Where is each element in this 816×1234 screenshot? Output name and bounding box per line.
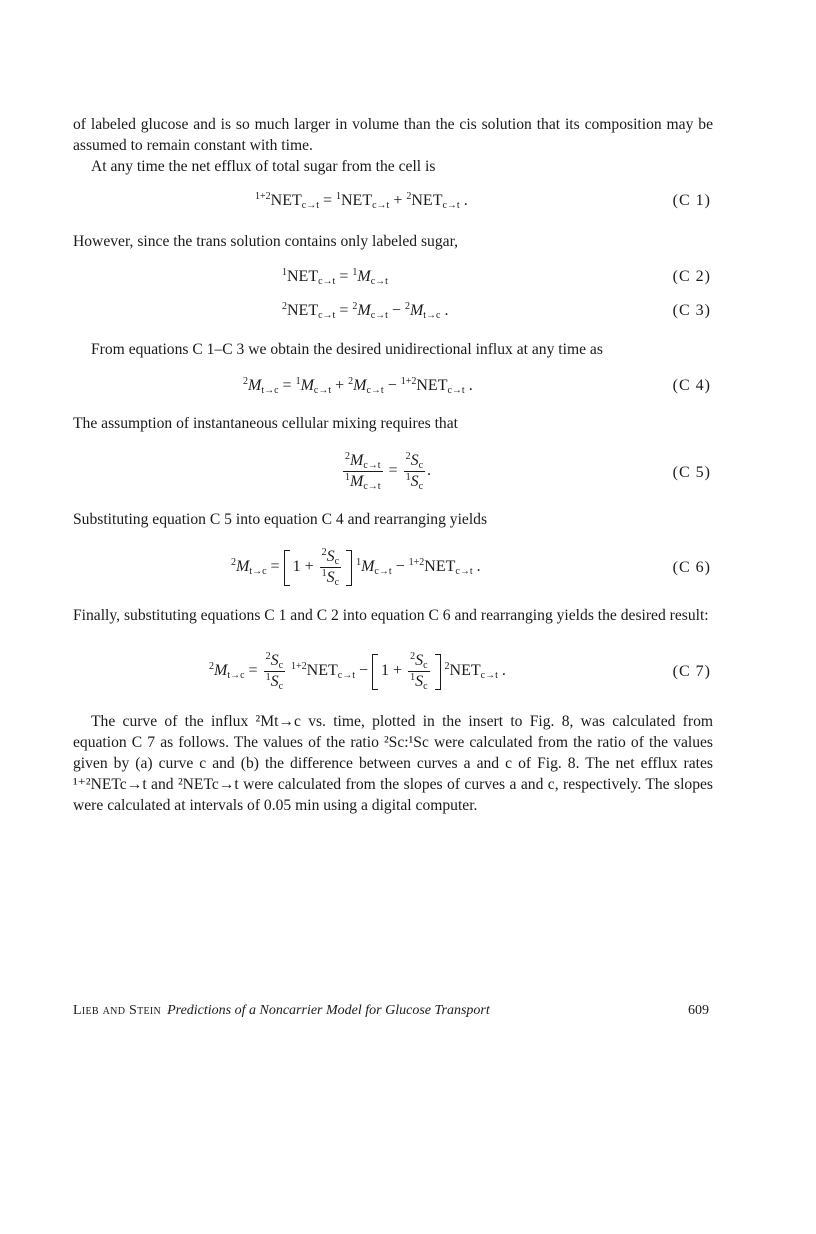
equation-c5-body: $\frac{^2M_{c\to t}}{^1M_{c\to t}}$ = $\frac{^2S_c}{^1S_c}$ . bbox=[345, 451, 432, 492]
equation-c2-body: $^1NET_{c\to t} = ^1M_{c\to t}$ bbox=[282, 267, 388, 287]
equation-c4-number: (C 4) bbox=[672, 377, 711, 394]
page-number: 609 bbox=[688, 1003, 709, 1018]
equation-c1-number: (C 1) bbox=[672, 192, 711, 209]
equation-c6-number: (C 6) bbox=[672, 559, 711, 576]
equation-c1-body: $^{1+2}NET_{c\to t} = ^1NET_{c\to t} + ^2NET_{c\to t}$ . bbox=[255, 191, 468, 211]
paragraph-continuation: of labeled glucose and is so much larger in volume than the cis solution that its composition may be assumed to remain constant with time. bbox=[73, 116, 713, 154]
equation-c5-number: (C 5) bbox=[672, 464, 711, 481]
equation-c3 bbox=[73, 300, 713, 340]
equation-c6 bbox=[73, 546, 713, 596]
equation-c7-number: (C 7) bbox=[672, 663, 711, 680]
equation-c3-body: $^2NET_{c\to t} = ^2M_{c\to t} - ^2M_{t\to c}$ . bbox=[282, 301, 449, 321]
paragraph-mixing-assumption: The assumption of instantaneous cellular mixing requires that bbox=[73, 415, 458, 432]
equation-c2-number: (C 2) bbox=[672, 268, 711, 285]
equation-c4-body: $^2M_{t\to c} = ^1M_{c\to t} + ^2M_{c\to t} - ^{1+2}NET_{c\to t}$ . bbox=[243, 376, 473, 396]
equation-c5 bbox=[73, 448, 713, 500]
equation-c3-number: (C 3) bbox=[672, 302, 711, 319]
paragraph-unidirectional-influx: From equations C 1–C 3 we obtain the desired unidirectional influx at any time as bbox=[91, 341, 603, 358]
footer-title: Predictions of a Noncarrier Model for Glucose Transport bbox=[167, 1003, 490, 1018]
footer-authors: Lieb and Stein bbox=[73, 1003, 162, 1018]
paragraph-influx-curve: The curve of the influx ²Mt→c vs. time, plotted in the insert to Fig. 8, was calculated from equation C 7 as follows. The values of the ratio ²Sc:¹Sc were calculated from the ratio of the values given by (a) curve c and (b) the difference between curves a and c of Fig. 8. The net efflux rates ¹⁺²NETc→t and ²NETc→t were calculated from the slopes of curves a and c, respectively. The slopes were calculated at intervals of 0.05 min using a digital computer. bbox=[73, 713, 713, 814]
equation-c4 bbox=[73, 375, 713, 415]
paragraph-net-efflux: At any time the net efflux of total sugar from the cell is bbox=[91, 158, 436, 175]
equation-c7-body: $^2M_{t\to c}$ = $\frac{^2S_c}{^1S_c}$ $^{1+2}NET_{c\to t} - 1$ + $\frac{^2S_c}{^1S_c}$ $^2NET_{c\to t}$ . bbox=[209, 651, 506, 692]
paragraph-substituting-c5: Substituting equation C 5 into equation C 4 and rearranging yields bbox=[73, 511, 488, 528]
paragraph-trans-solution: However, since the trans solution contains only labeled sugar, bbox=[73, 233, 459, 250]
paragraph-finally: Finally, substituting equations C 1 and C 2 into equation C 6 and rearranging yields the desired result: bbox=[73, 607, 709, 624]
equation-c1 bbox=[73, 190, 713, 230]
page-footer bbox=[73, 1003, 713, 1019]
equation-c6-body: $^2M_{t\to c} = 1$ + $\frac{^2S_c}{^1S_c}$ $^1M_{c\to t} - ^{1+2}NET_{c\to t}$ . bbox=[231, 547, 481, 588]
equation-c7 bbox=[73, 650, 713, 700]
